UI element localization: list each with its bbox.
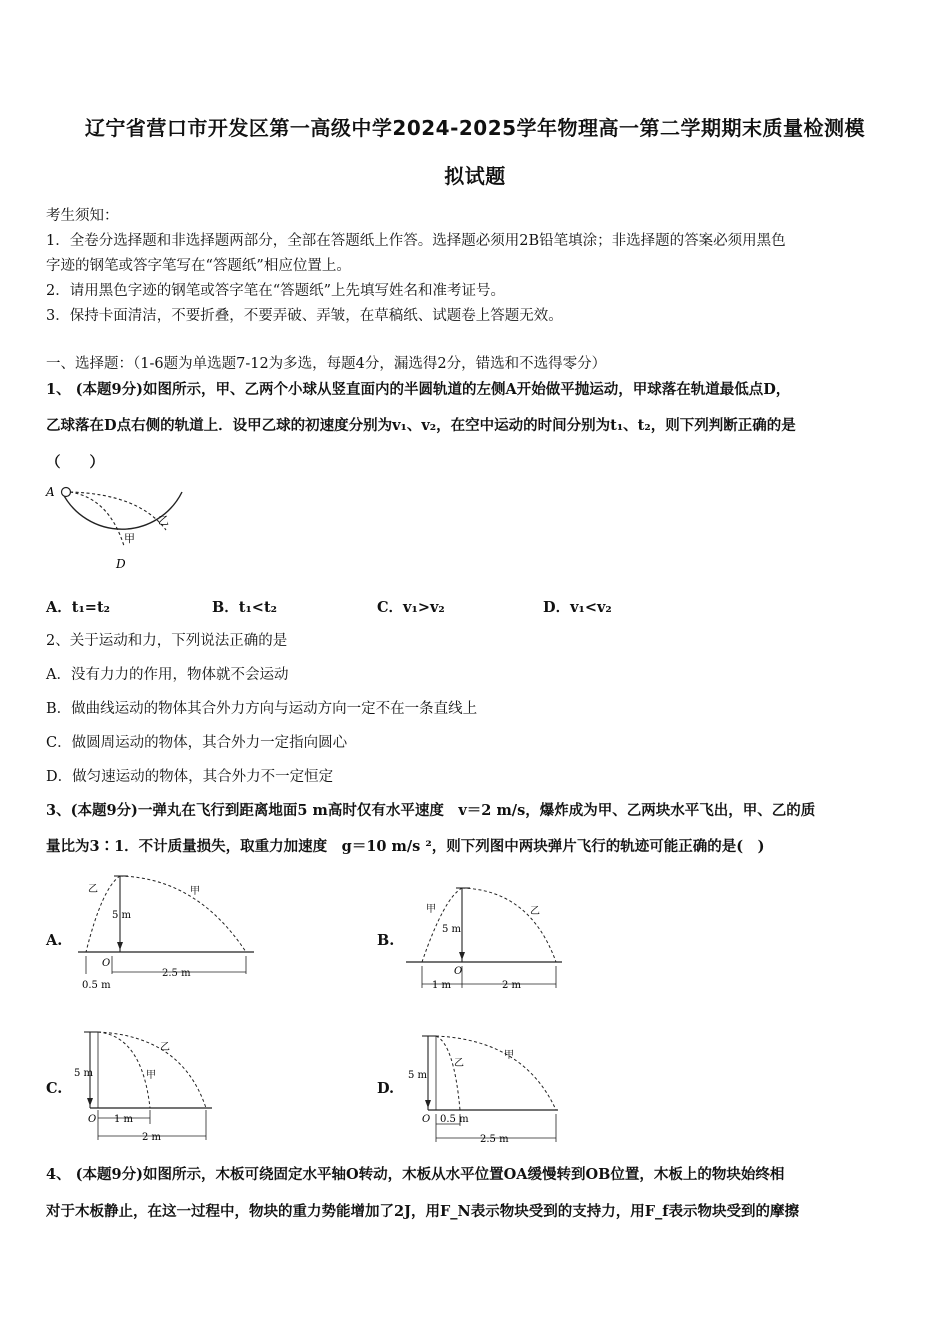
notice-item-1b: 字迹的钢笔或答字笔写在“答题纸”相应位置上。 <box>46 258 351 274</box>
label-jia: 甲 <box>504 1050 514 1061</box>
distance-1-label: 0.5 m <box>82 980 111 991</box>
label-jia: 甲 <box>190 886 200 897</box>
ball-at-a <box>62 488 71 497</box>
q3-figure-b[interactable] <box>400 882 570 992</box>
distance-1-label: 1 m <box>432 980 452 991</box>
label-yi: 乙 <box>454 1058 464 1069</box>
distance-2-label: 2 m <box>502 980 522 991</box>
height-label: 5 m <box>74 1068 94 1079</box>
q1-option-c[interactable]: C．v₁>v₂ <box>377 599 445 616</box>
q3-stem-line2: 量比为3∶1．不计质量损失，取重力加速度 g＝10 m/s ²，则下列图中两块弹片飞行的轨迹可能正确的是( ) <box>46 838 765 855</box>
q3-figure-c[interactable] <box>72 1026 222 1144</box>
label-jia: 甲 <box>124 532 135 545</box>
label-jia: 甲 <box>426 904 436 915</box>
q1-option-a[interactable]: A．t₁=t₂ <box>46 599 110 616</box>
distance-2-label: 2.5 m <box>480 1134 509 1145</box>
label-a: A <box>46 485 55 499</box>
jia-trajectory <box>70 492 124 546</box>
height-label: 5 m <box>112 910 132 921</box>
q1-stem-line3: （ ） <box>46 454 104 471</box>
q3-figure-d[interactable] <box>404 1030 564 1146</box>
q3-option-b-label[interactable]: B. <box>377 932 395 949</box>
distance-2-label: 2 m <box>142 1132 162 1143</box>
q1-option-b[interactable]: B．t₁<t₂ <box>212 599 278 616</box>
label-o: O <box>102 958 111 969</box>
yi-trajectory <box>70 492 166 530</box>
distance-2-label: 2.5 m <box>162 968 191 979</box>
distance-1-label: 0.5 m <box>440 1114 469 1125</box>
q1-semicircle-figure <box>44 480 194 572</box>
q3-figure-a[interactable] <box>72 870 262 994</box>
q2-option-b[interactable]: B．做曲线运动的物体其合外力方向与运动方向一定不在一条直线上 <box>46 701 478 717</box>
q4-stem-line1: 4、 (本题9分)如图所示，木板可绕固定水平轴O转动，木板从水平位置OA缓慢转到OB位置，木板上的物块始终相 <box>46 1166 785 1183</box>
q3-option-d-label[interactable]: D. <box>377 1080 395 1097</box>
height-label: 5 m <box>442 924 462 935</box>
label-yi: 乙 <box>88 884 98 895</box>
q3-option-a-label[interactable]: A. <box>46 932 63 949</box>
notice-item-1a: 1．全卷分选择题和非选择题两部分，全部在答题纸上作答。选择题必须用2B铅笔填涂；非选择题的答案必须用黑色 <box>46 233 786 249</box>
label-o: O <box>88 1114 97 1125</box>
q1-stem-line1: 1、 (本题9分)如图所示，甲、乙两个小球从竖直面内的半圆轨道的左侧A开始做平抛运动，甲球落在轨道最低点D， <box>46 381 791 398</box>
q2-option-c[interactable]: C．做圆周运动的物体，其合外力一定指向圆心 <box>46 735 348 751</box>
exam-title-line2: 拟试题 <box>444 164 506 188</box>
exam-title-line1: 辽宁省营口市开发区第一高级中学2024-2025学年物理高一第二学期期末质量检测模 <box>84 116 866 140</box>
label-yi: 乙 <box>530 906 540 917</box>
height-label: 5 m <box>408 1070 428 1081</box>
notice-item-3: 3．保持卡面清洁，不要折叠，不要弄破、弄皱，在草稿纸、试题卷上答题无效。 <box>46 308 563 324</box>
q1-option-d[interactable]: D．v₁<v₂ <box>543 599 612 616</box>
label-d: D <box>116 557 126 571</box>
label-o: O <box>422 1114 431 1125</box>
q2-option-a[interactable]: A．没有力力的作用，物体就不会运动 <box>46 667 289 683</box>
q1-stem-line2: 乙球落在D点右侧的轨道上．设甲乙球的初速度分别为v₁、v₂，在空中运动的时间分别为t₁、t₂，则下列判断正确的是 <box>46 417 796 434</box>
q3-option-c-label[interactable]: C. <box>46 1080 63 1097</box>
notice-heading: 考生须知： <box>46 208 119 224</box>
section-heading: 一、选择题：（1-6题为单选题7-12为多选，每题4分，漏选得2分，错选和不选得零分） <box>46 356 607 372</box>
label-yi: 乙 <box>160 1042 170 1053</box>
q2-stem: 2、关于运动和力，下列说法正确的是 <box>46 633 288 649</box>
label-jia: 甲 <box>146 1070 156 1081</box>
label-yi: 乙 <box>158 514 169 527</box>
q3-stem-line1: 3、(本题9分)一弹丸在飞行到距离地面5 m高时仅有水平速度 v＝2 m/s，爆炸成为甲、乙两块水平飞出，甲、乙的质 <box>46 802 816 819</box>
label-o: O <box>454 966 463 977</box>
distance-1-label: 1 m <box>114 1114 134 1125</box>
notice-item-2: 2．请用黑色字迹的钢笔或答字笔在“答题纸”上先填写姓名和准考证号。 <box>46 283 506 299</box>
q4-stem-line2: 对于木板静止，在这一过程中，物块的重力势能增加了2J，用F_N表示物块受到的支持力，用F_f表示物块受到的摩擦 <box>46 1203 800 1220</box>
q2-option-d[interactable]: D．做匀速运动的物体，其合外力不一定恒定 <box>46 769 334 785</box>
